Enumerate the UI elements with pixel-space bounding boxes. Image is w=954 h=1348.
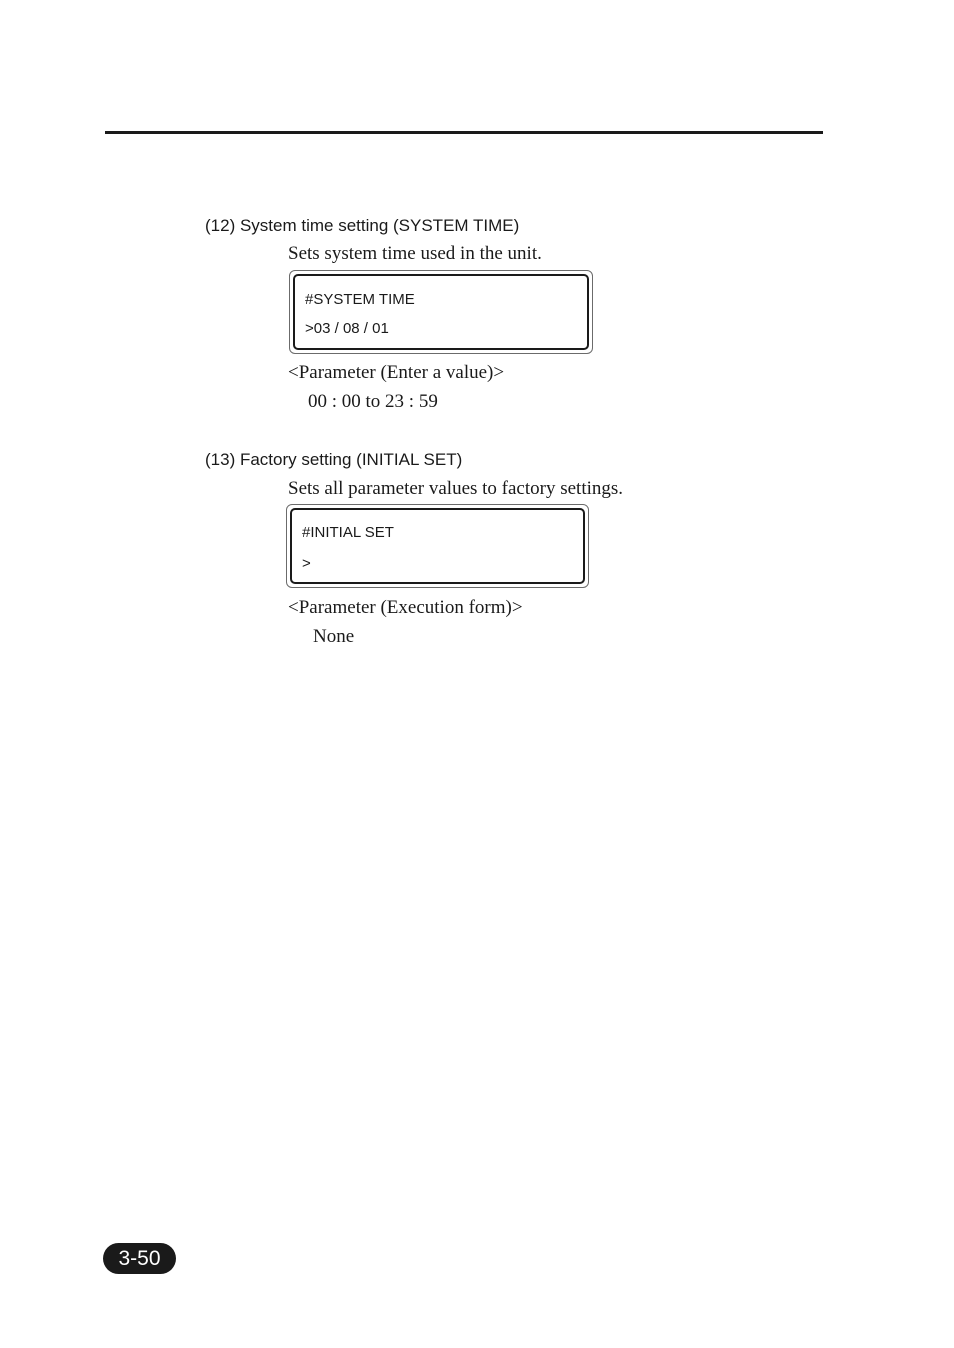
- section-description-system-time: Sets system time used in the unit.: [288, 243, 542, 264]
- parameter-label-initial-set: <Parameter (Execution form)>: [288, 597, 523, 618]
- parameter-value-system-time: 00 : 00 to 23 : 59: [308, 391, 438, 412]
- lcd-display-frame: [290, 508, 585, 584]
- lcd-line-2: >03 / 08 / 01: [305, 320, 389, 337]
- lcd-line-1: #SYSTEM TIME: [305, 291, 415, 308]
- page-number-badge: 3-50: [103, 1243, 176, 1274]
- header-rule: [105, 131, 823, 134]
- lcd-display-system-time: [289, 270, 593, 354]
- section-description-initial-set: Sets all parameter values to factory settings.: [288, 478, 624, 499]
- lcd-line-1: #INITIAL SET: [302, 524, 394, 541]
- section-heading-system-time: (12) System time setting (SYSTEM TIME): [205, 216, 520, 235]
- lcd-line-2: >: [302, 555, 311, 572]
- parameter-label-system-time: <Parameter (Enter a value)>: [288, 362, 505, 383]
- lcd-display-frame: [293, 274, 589, 350]
- lcd-display-initial-set: [286, 504, 589, 588]
- parameter-value-initial-set: None: [313, 626, 355, 647]
- section-heading-initial-set: (13) Factory setting (INITIAL SET): [205, 450, 463, 469]
